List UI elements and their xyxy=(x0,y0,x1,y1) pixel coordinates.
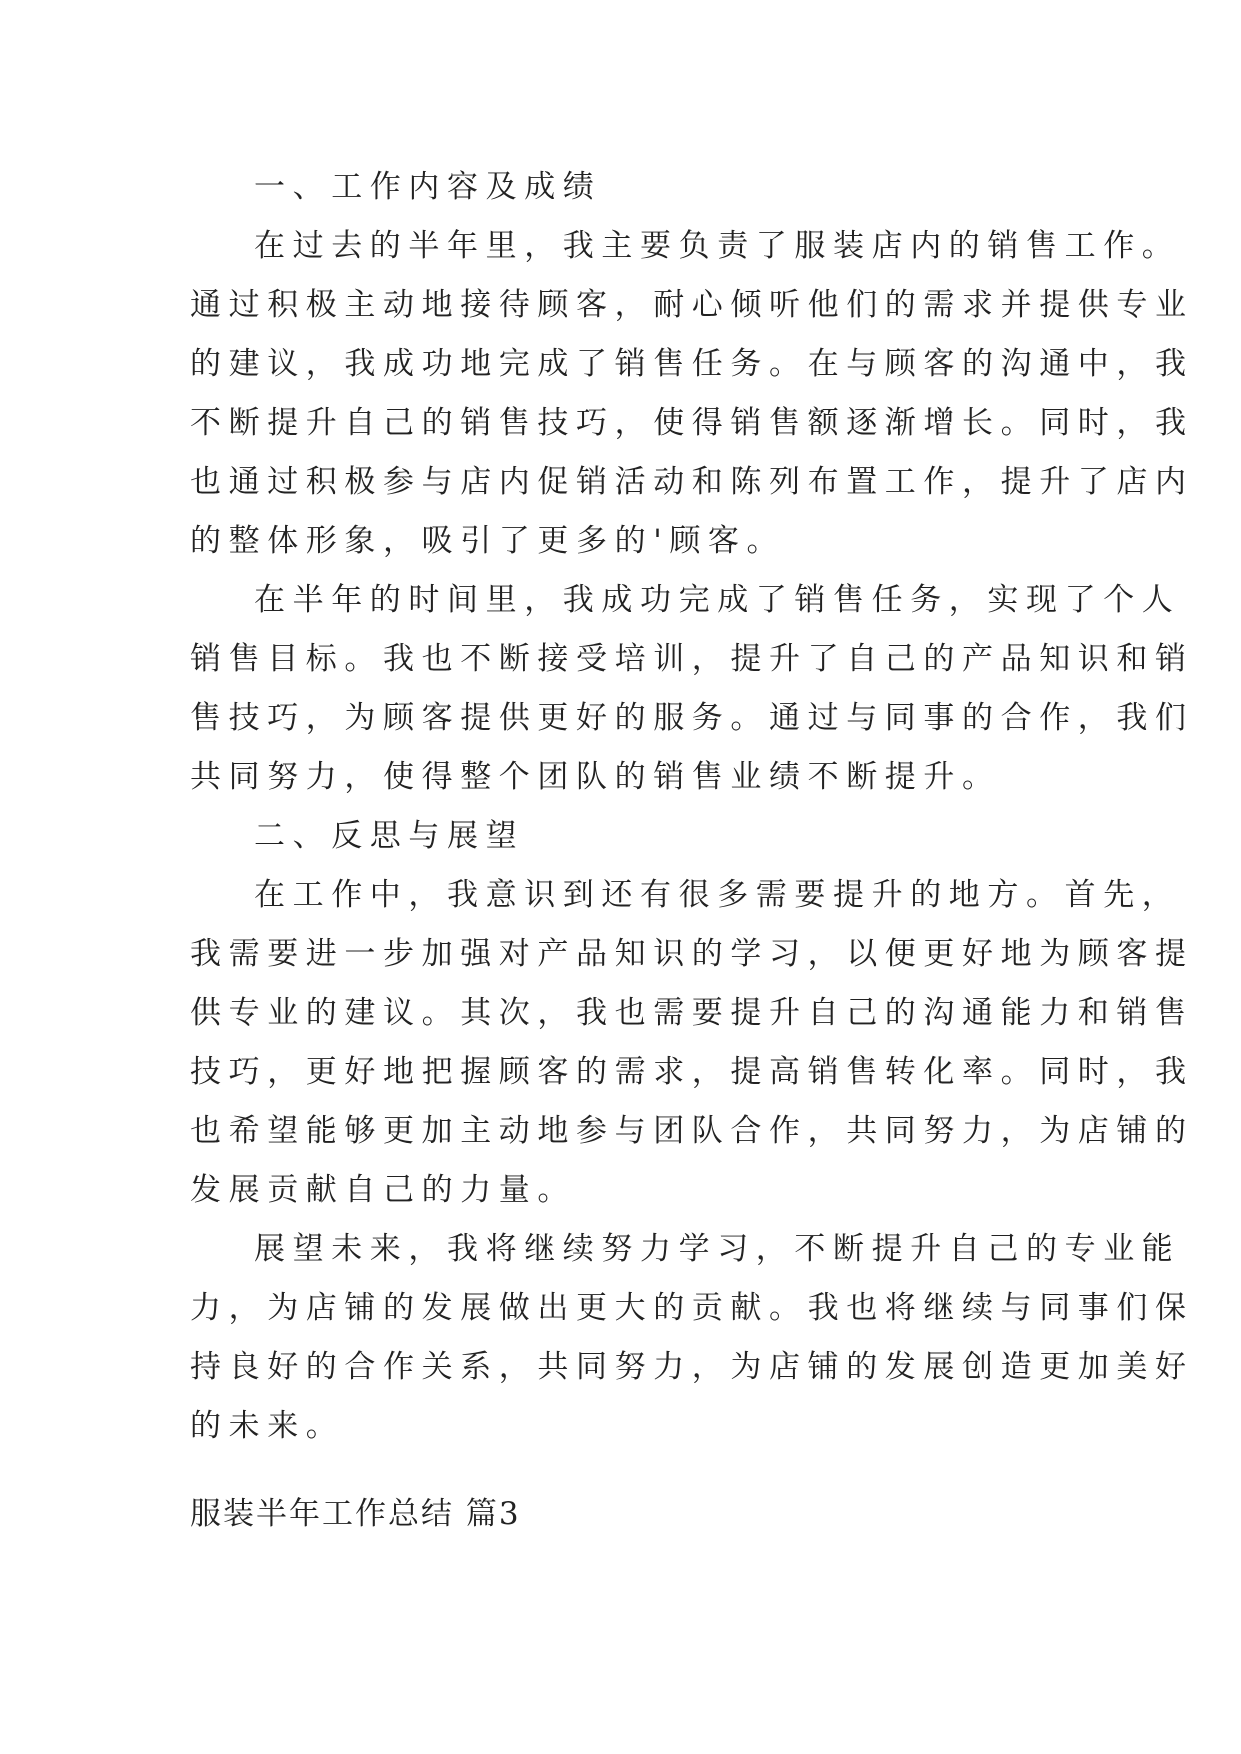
text-line: 在半年的时间里，我成功完成了销售任务，实现了个人 xyxy=(254,582,1181,618)
text-line: 也希望能够更加主动地参与团队合作，共同努力，为店铺的 xyxy=(190,1113,1194,1149)
text-line: 共同努力，使得整个团队的销售业绩不断提升。 xyxy=(190,759,1001,795)
text-line: 不断提升自己的销售技巧，使得销售额逐渐增长。同时，我 xyxy=(190,405,1194,441)
text-line: 技巧，更好地把握顾客的需求，提高销售转化率。同时，我 xyxy=(190,1054,1194,1090)
text-line: 二、反思与展望 xyxy=(254,818,525,854)
text-line: 展望未来，我将继续努力学习，不断提升自己的专业能 xyxy=(254,1231,1181,1267)
text-line: 的建议，我成功地完成了销售任务。在与顾客的沟通中，我 xyxy=(190,346,1194,382)
text-line: 在过去的半年里，我主要负责了服装店内的销售工作。 xyxy=(254,228,1181,264)
text-line: 供专业的建议。其次，我也需要提升自己的沟通能力和销售 xyxy=(190,995,1194,1031)
text-line: 的整体形象，吸引了更多的'顾客。 xyxy=(190,523,786,559)
text-line: 我需要进一步加强对产品知识的学习，以便更好地为顾客提 xyxy=(190,936,1194,972)
text-line: 通过积极主动地接待顾客，耐心倾听他们的需求并提供专业 xyxy=(190,287,1194,323)
text-line: 销售目标。我也不断接受培训，提升了自己的产品知识和销 xyxy=(190,641,1194,677)
text-line: 也通过积极参与店内促销活动和陈列布置工作，提升了店内 xyxy=(190,464,1194,500)
text-line: 一、工作内容及成绩 xyxy=(254,169,602,205)
next-section-title: 服装半年工作总结 篇3 xyxy=(190,1496,521,1532)
document-body xyxy=(190,158,1194,1456)
text-line: 售技巧，为顾客提供更好的服务。通过与同事的合作，我们 xyxy=(190,700,1194,736)
text-line: 持良好的合作关系，共同努力，为店铺的发展创造更加美好 xyxy=(190,1349,1194,1385)
text-line: 力，为店铺的发展做出更大的贡献。我也将继续与同事们保 xyxy=(190,1290,1194,1326)
text-line: 的未来。 xyxy=(190,1408,345,1444)
text-line: 发展贡献自己的力量。 xyxy=(190,1172,576,1208)
text-line: 在工作中，我意识到还有很多需要提升的地方。首先， xyxy=(254,877,1181,913)
